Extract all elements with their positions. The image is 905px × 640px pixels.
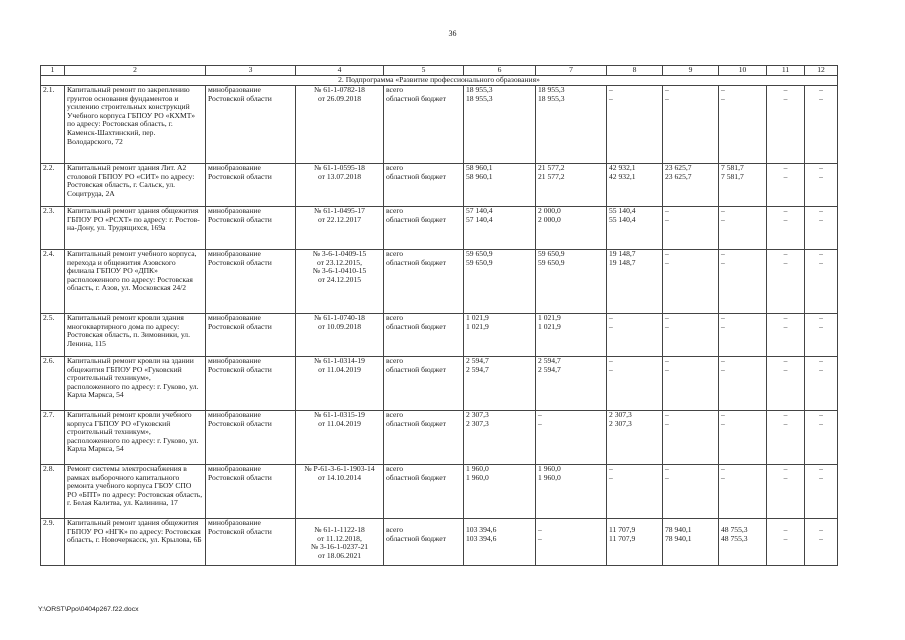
amount-col12-line: –	[819, 410, 823, 419]
amount-col6-line: 18 955,3	[466, 85, 493, 94]
amount-col8-line: –	[609, 364, 613, 374]
amount-col12	[805, 519, 838, 566]
funding-source-line: областной бюджет	[386, 472, 446, 482]
amount-col7	[536, 250, 607, 314]
amount-col11	[767, 250, 805, 314]
table-row	[41, 314, 838, 357]
funding-source	[384, 519, 464, 566]
column-number: 4	[296, 66, 384, 76]
amount-col7-line: 21 577,2	[538, 171, 565, 181]
amount-col7-line: 2 594,7	[538, 356, 561, 365]
amount-col10	[719, 314, 767, 357]
amount-col9	[663, 207, 719, 250]
row-number: 2.3.	[41, 207, 65, 250]
amount-col7-line: –	[538, 410, 542, 419]
amount-col8-line: 42 932,1	[609, 163, 636, 172]
amount-col12	[805, 465, 838, 519]
amount-col12-line: –	[819, 321, 823, 331]
column-number: 11	[767, 66, 805, 76]
amount-col10-line: 48 755,3	[721, 525, 748, 534]
amount-col9-line: –	[665, 472, 669, 482]
amount-col11-line: –	[783, 321, 788, 331]
row-number: 2.6.	[41, 357, 65, 411]
amount-col7	[536, 207, 607, 250]
column-number: 2	[65, 66, 206, 76]
amount-col6-line: 57 140,4	[466, 214, 493, 224]
amount-col12-line: –	[819, 163, 823, 172]
amount-col10-line: –	[721, 85, 725, 94]
amount-col11-line: –	[783, 249, 788, 258]
amount-col6-line: 1 960,0	[466, 464, 489, 473]
amount-col8-line: 19 148,7	[609, 249, 636, 258]
object-name: Капитальный ремонт кровли здания многоквартирного дома по адресу: Ростовская область, п. Зимовники, ул. Ленина, 115	[65, 314, 206, 357]
amount-col7	[536, 164, 607, 207]
amount-col11	[767, 357, 805, 411]
table-row	[41, 357, 838, 411]
amount-col8	[607, 250, 663, 314]
amount-col6	[464, 86, 536, 164]
amount-col8-line: –	[609, 313, 613, 322]
amount-col8-line: 11 707,9	[609, 533, 636, 543]
column-number: 5	[384, 66, 464, 76]
amount-col6-line: 18 955,3	[466, 93, 493, 103]
amount-col11	[767, 207, 805, 250]
amount-col9-line: –	[665, 85, 669, 94]
funding-source-line: областной бюджет	[386, 214, 446, 224]
funding-source-line: всего	[386, 163, 404, 172]
amount-col12-line: –	[819, 464, 823, 473]
table-row	[41, 86, 838, 164]
amount-col10-line: –	[721, 472, 725, 482]
funding-source	[384, 250, 464, 314]
amount-col6-line: 1 021,9	[466, 313, 489, 322]
amount-col9	[663, 164, 719, 207]
row-number: 2.4.	[41, 250, 65, 314]
document: № 61-1-0315-19 от 11.04.2019	[296, 411, 384, 465]
section-title: 2. Подпрограмма «Развитие профессионального образования»	[41, 76, 838, 86]
amount-col10-line: –	[721, 418, 725, 428]
amount-col8	[607, 207, 663, 250]
amount-col7-line: 18 955,3	[538, 85, 565, 94]
customer: минобразование Ростовской области	[206, 86, 296, 164]
amount-col7-line: 18 955,3	[538, 93, 565, 103]
table-row	[41, 250, 838, 314]
amount-col6-line: 1 021,9	[466, 321, 489, 331]
funding-source-line: всего	[386, 313, 404, 322]
amount-col10-line: –	[721, 249, 725, 258]
column-number: 1	[41, 66, 65, 76]
amount-col6-line: 2 307,3	[466, 418, 489, 428]
amount-col9-line: 78 940,1	[665, 525, 692, 534]
amount-col10-line: –	[721, 464, 725, 473]
amount-col12-line: –	[819, 472, 823, 482]
amount-col7-line: 1 021,9	[538, 321, 561, 331]
table-row	[41, 519, 838, 566]
amount-col6	[464, 207, 536, 250]
amount-col6-line: 57 140,4	[466, 206, 493, 215]
amount-col9	[663, 314, 719, 357]
amount-col7	[536, 86, 607, 164]
amount-col6	[464, 250, 536, 314]
amount-col11-line: –	[783, 472, 788, 482]
amount-col11-line: –	[783, 163, 788, 172]
funding-source	[384, 357, 464, 411]
amount-col11	[767, 164, 805, 207]
amount-col7-line: 1 960,0	[538, 472, 561, 482]
amount-col9-line: –	[665, 206, 669, 215]
amount-col11	[767, 314, 805, 357]
amount-col8-line: 55 140,4	[609, 206, 636, 215]
amount-col6-line: 1 960,0	[466, 472, 489, 482]
amount-col8	[607, 357, 663, 411]
amount-col6-line: 2 307,3	[466, 410, 489, 419]
object-name: Капитальный ремонт кровли на здании общежития ГБПОУ РО «Гуковский строительный техникум», расположенного по адресу: г. Гуково, ул. Карла Маркса, 54	[65, 357, 206, 411]
amount-col8-line: –	[609, 321, 613, 331]
amount-col11-line: –	[783, 313, 788, 322]
amount-col11-line: –	[783, 171, 788, 181]
amount-col12	[805, 411, 838, 465]
amount-col7-line: 59 650,9	[538, 257, 565, 267]
funding-source-line: всего	[386, 356, 404, 365]
document: № 61-1-0495-17 от 22.12.2017	[296, 207, 384, 250]
document: № 61-1-1122-18 от 11.12.2018, № 3-16-1-0237-21 от 18.06.2021	[296, 519, 384, 566]
amount-col7-line: –	[538, 525, 542, 534]
funding-source-line: областной бюджет	[386, 321, 446, 331]
amount-col10-line: 7 581,7	[721, 171, 744, 181]
amount-col12-line: –	[819, 533, 823, 543]
customer: минобразование Ростовской области	[206, 411, 296, 465]
document: № 3-6-1-0409-15 от 23.12.2015, № 3-6-1-0410-15 от 24.12.2015	[296, 250, 384, 314]
amount-col12-line: –	[819, 525, 823, 534]
amount-col8-line: –	[609, 93, 613, 103]
amount-col11	[767, 465, 805, 519]
amount-col9-line: –	[665, 418, 669, 428]
customer: минобразование Ростовской области	[206, 250, 296, 314]
amount-col7	[536, 314, 607, 357]
amount-col6-line: 58 960,1	[466, 171, 493, 181]
amount-col11-line: –	[783, 364, 788, 374]
funding-source-line: областной бюджет	[386, 364, 446, 374]
document: № 61-1-0314-19 от 11.04.2019	[296, 357, 384, 411]
amount-col10-line: –	[721, 356, 725, 365]
funding-source	[384, 207, 464, 250]
program-table	[40, 65, 838, 566]
funding-source-line: областной бюджет	[386, 533, 446, 543]
amount-col10	[719, 164, 767, 207]
amount-col9-line: –	[665, 313, 669, 322]
amount-col7	[536, 465, 607, 519]
column-number: 9	[663, 66, 719, 76]
funding-source	[384, 411, 464, 465]
column-number: 10	[719, 66, 767, 76]
funding-source-line: областной бюджет	[386, 418, 446, 428]
amount-col8-line: –	[609, 85, 613, 94]
customer: минобразование Ростовской области	[206, 357, 296, 411]
amount-col11-line: –	[783, 418, 788, 428]
amount-col12-line: –	[819, 85, 823, 94]
amount-col8-line: –	[609, 464, 613, 473]
amount-col12-line: –	[819, 214, 823, 224]
amount-col9-line: 23 625,7	[665, 163, 692, 172]
amount-col11-line: –	[783, 214, 788, 224]
amount-col10	[719, 519, 767, 566]
amount-col10-line: 7 581,7	[721, 163, 744, 172]
amount-col10-line: –	[721, 214, 725, 224]
amount-col12-line: –	[819, 418, 823, 428]
amount-col6	[464, 164, 536, 207]
object-name: Капитальный ремонт здания общежития ГБПОУ РО «РСХТ» по адресу: г. Ростов-на-Дону, ул. Трудящихся, 169а	[65, 207, 206, 250]
amount-col12-line: –	[819, 93, 823, 103]
funding-source-line: всего	[386, 85, 404, 94]
amount-col9-line: –	[665, 214, 669, 224]
amount-col6	[464, 411, 536, 465]
amount-col7-line: 2 594,7	[538, 364, 561, 374]
amount-col6	[464, 357, 536, 411]
amount-col7-line: 2 000,0	[538, 206, 561, 215]
object-name: Капитальный ремонт здания Лит. А2 столовой ГБПОУ РО «СИТ» по адресу: Ростовская область, г. Сальск, ул. Социтруда, 2А	[65, 164, 206, 207]
amount-col6-line: 2 594,7	[466, 364, 489, 374]
row-number: 2.1.	[41, 86, 65, 164]
customer: минобразование Ростовской области	[206, 164, 296, 207]
table-row	[41, 411, 838, 465]
column-number: 8	[607, 66, 663, 76]
amount-col10-line: –	[721, 313, 725, 322]
document: № 61-1-0740-18 от 10.09.2018	[296, 314, 384, 357]
funding-source-line: всего	[386, 206, 404, 215]
amount-col12	[805, 250, 838, 314]
row-number: 2.8.	[41, 465, 65, 519]
section-row	[41, 76, 838, 86]
funding-source-line: областной бюджет	[386, 171, 446, 181]
amount-col10	[719, 250, 767, 314]
amount-col11-line: –	[783, 533, 788, 543]
row-number: 2.5.	[41, 314, 65, 357]
amount-col11	[767, 86, 805, 164]
amount-col10-line: –	[721, 410, 725, 419]
amount-col11	[767, 519, 805, 566]
amount-col11-line: –	[783, 257, 788, 267]
amount-col11-line: –	[783, 206, 788, 215]
amount-col10-line: –	[721, 257, 725, 267]
table-row	[41, 465, 838, 519]
amount-col12-line: –	[819, 257, 823, 267]
amount-col11-line: –	[783, 464, 788, 473]
column-number: 12	[805, 66, 838, 76]
amount-col10	[719, 357, 767, 411]
table-row	[41, 164, 838, 207]
amount-col12-line: –	[819, 171, 823, 181]
amount-col6-line: 58 960,1	[466, 163, 493, 172]
amount-col12	[805, 86, 838, 164]
amount-col6-line: 59 650,9	[466, 257, 493, 267]
footer-file-path: Y:\ORST\Ppo\0404p267.f22.docx	[38, 606, 139, 613]
amount-col12-line: –	[819, 313, 823, 322]
amount-col9-line: 23 625,7	[665, 171, 692, 181]
amount-col8-line: 11 707,9	[609, 525, 636, 534]
amount-col9	[663, 465, 719, 519]
funding-source	[384, 314, 464, 357]
amount-col12-line: –	[819, 206, 823, 215]
document: № 61-1-0595-18 от 13.07.2018	[296, 164, 384, 207]
amount-col10-line: –	[721, 93, 725, 103]
amount-col7-line: 1 960,0	[538, 464, 561, 473]
amount-col7-line: –	[538, 418, 542, 428]
amount-col8	[607, 164, 663, 207]
amount-col6-line: 103 394,6	[466, 525, 497, 534]
amount-col8	[607, 86, 663, 164]
amount-col11-line: –	[783, 525, 788, 534]
funding-source	[384, 86, 464, 164]
amount-col10	[719, 207, 767, 250]
table-body	[41, 66, 838, 566]
amount-col9-line: –	[665, 321, 669, 331]
amount-col10-line: –	[721, 321, 725, 331]
amount-col11-line: –	[783, 93, 788, 103]
amount-col12-line: –	[819, 364, 823, 374]
amount-col9-line: –	[665, 93, 669, 103]
amount-col11-line: –	[783, 410, 788, 419]
amount-col8	[607, 411, 663, 465]
amount-col10-line: 48 755,3	[721, 533, 748, 543]
amount-col10	[719, 411, 767, 465]
object-name: Капитальный ремонт здания общежития ГБПОУ РО «НГК» по адресу: Ростовская область, г. Новочеркасск, ул. Крылова, 6Б	[65, 519, 206, 566]
column-number: 6	[464, 66, 536, 76]
funding-source-line: областной бюджет	[386, 93, 446, 103]
amount-col12	[805, 314, 838, 357]
amount-col8-line: 2 307,3	[609, 410, 632, 419]
amount-col11-line: –	[783, 85, 788, 94]
amount-col8-line: 55 140,4	[609, 214, 636, 224]
amount-col6-line: 2 594,7	[466, 356, 489, 365]
table-row	[41, 207, 838, 250]
document: № 61-1-0782-18 от 26.09.2018	[296, 86, 384, 164]
customer: минобразование Ростовской области	[206, 207, 296, 250]
object-name: Капитальный ремонт учебного корпуса, перехода и общежития Азовского филиала ГБПОУ РО «ДПК» расположенного по адресу: Ростовская область, г. Азов, ул. Московская 24/2	[65, 250, 206, 314]
funding-source-line: всего	[386, 464, 404, 473]
amount-col7-line: 2 000,0	[538, 214, 561, 224]
document: № Р-61-3-6-1-1903-14 от 14.10.2014	[296, 465, 384, 519]
amount-col6	[464, 519, 536, 566]
row-number: 2.7.	[41, 411, 65, 465]
amount-col7-line: 59 650,9	[538, 249, 565, 258]
amount-col10-line: –	[721, 206, 725, 215]
amount-col6-line: 59 650,9	[466, 249, 493, 258]
amount-col7-line: 21 577,2	[538, 163, 565, 172]
amount-col7	[536, 357, 607, 411]
amount-col7-line: –	[538, 533, 542, 543]
amount-col7	[536, 411, 607, 465]
amount-col9	[663, 411, 719, 465]
amount-col11-line: –	[783, 356, 788, 365]
amount-col11	[767, 411, 805, 465]
amount-col8-line: –	[609, 472, 613, 482]
amount-col10-line: –	[721, 364, 725, 374]
amount-col9	[663, 357, 719, 411]
amount-col9	[663, 86, 719, 164]
amount-col8	[607, 519, 663, 566]
funding-source	[384, 164, 464, 207]
row-number: 2.2.	[41, 164, 65, 207]
amount-col9-line: –	[665, 364, 669, 374]
column-number: 3	[206, 66, 296, 76]
amount-col9	[663, 250, 719, 314]
column-number: 7	[536, 66, 607, 76]
amount-col7-line: 1 021,9	[538, 313, 561, 322]
object-name: Капитальный ремонт по закреплению грунтов основания фундаментов и усилению строительных конструкций Учебного корпуса ГБПОУ РО «КХМТ» по адресу: Ростовская область, г. Каменск-Шахтинский, пер. Володарского, 72	[65, 86, 206, 164]
amount-col7	[536, 519, 607, 566]
customer: минобразование Ростовской области	[206, 465, 296, 519]
amount-col10	[719, 86, 767, 164]
column-number-row	[41, 66, 838, 76]
object-name: Капитальный ремонт кровли учебного корпуса ГБПОУ РО «Гуковский строительный техникум», расположенного по адресу: г. Гуково, ул. Карла Маркса, 54	[65, 411, 206, 465]
amount-col9	[663, 519, 719, 566]
funding-source	[384, 465, 464, 519]
amount-col9-line: –	[665, 464, 669, 473]
amount-col8	[607, 314, 663, 357]
amount-col8-line: 42 932,1	[609, 171, 636, 181]
amount-col9-line: 78 940,1	[665, 533, 692, 543]
row-number: 2.9.	[41, 519, 65, 566]
amount-col6	[464, 314, 536, 357]
page-number: 36	[448, 29, 457, 38]
amount-col8-line: 19 148,7	[609, 257, 636, 267]
amount-col6	[464, 465, 536, 519]
funding-source-line: всего	[386, 525, 404, 534]
amount-col12	[805, 357, 838, 411]
amount-col9-line: –	[665, 249, 669, 258]
amount-col8-line: –	[609, 356, 613, 365]
amount-col6-line: 103 394,6	[466, 533, 497, 543]
amount-col10	[719, 465, 767, 519]
amount-col12-line: –	[819, 356, 823, 365]
amount-col12	[805, 207, 838, 250]
funding-source-line: областной бюджет	[386, 257, 446, 267]
amount-col12	[805, 164, 838, 207]
amount-col9-line: –	[665, 257, 669, 267]
customer: минобразование Ростовской области	[206, 314, 296, 357]
amount-col9-line: –	[665, 356, 669, 365]
funding-source-line: всего	[386, 249, 404, 258]
amount-col9-line: –	[665, 410, 669, 419]
funding-source-line: всего	[386, 410, 404, 419]
amount-col12-line: –	[819, 249, 823, 258]
amount-col8	[607, 465, 663, 519]
customer: минобразование Ростовской области	[206, 519, 296, 566]
object-name: Ремонт системы электроснабжения в рамках выборочного капитального ремонта учебного корпуса ГБОУ СПО РО «БПТ» по адресу: Ростовская область, г. Белая Калитва, ул. Калинина, 17	[65, 465, 206, 519]
amount-col8-line: 2 307,3	[609, 418, 632, 428]
